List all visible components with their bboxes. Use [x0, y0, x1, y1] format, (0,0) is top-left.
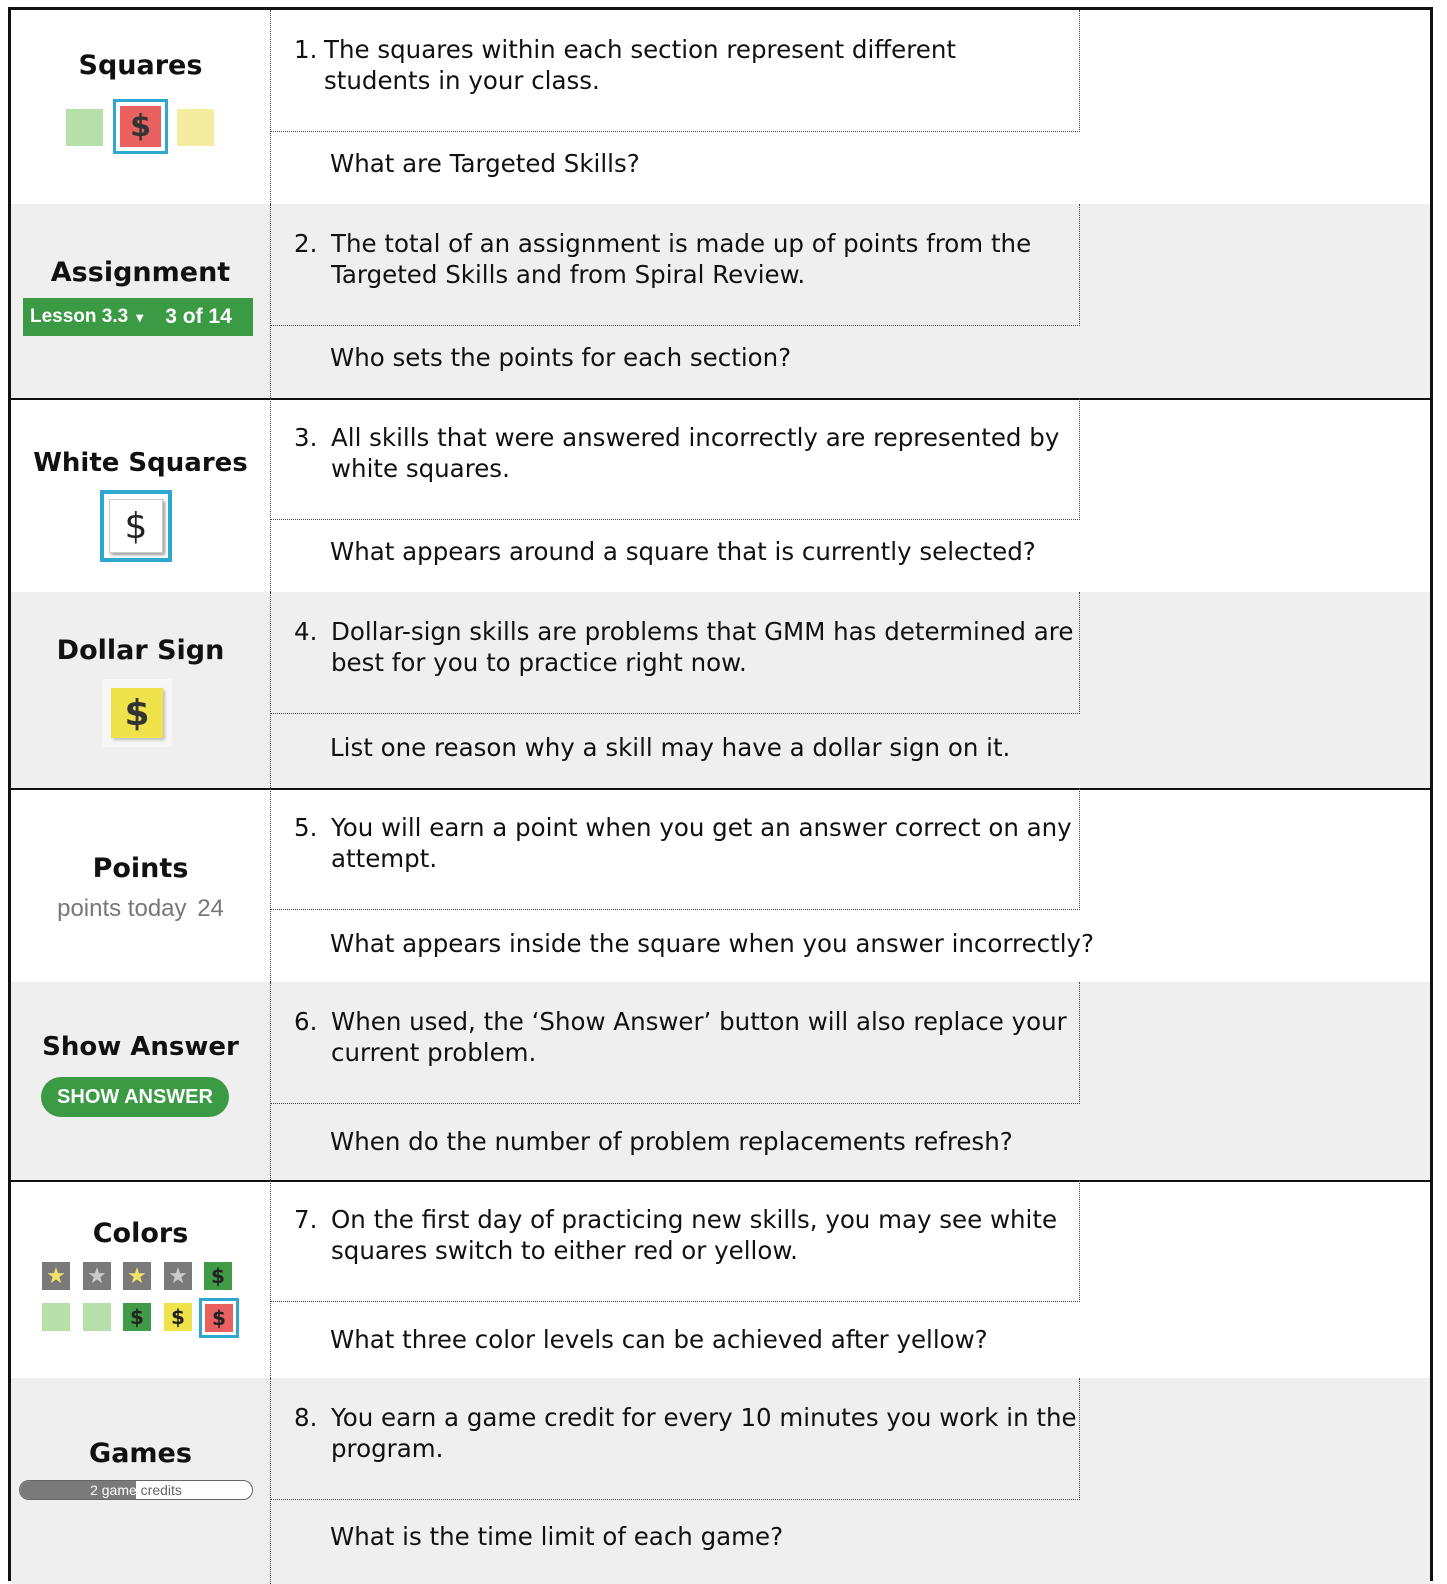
question-text: What are Targeted Skills?: [330, 149, 640, 178]
star-icon: ★: [164, 1262, 192, 1290]
statement-cell: [270, 1180, 1080, 1302]
selected-square-icon: [113, 99, 168, 154]
star-icon: ★: [83, 1262, 111, 1290]
row-label-cell: [11, 788, 271, 982]
star-icon: ★: [42, 1262, 70, 1290]
question-text: Who sets the points for each section?: [330, 343, 792, 372]
dollar-square-icon: [102, 679, 172, 747]
chevron-down-icon: ▾: [136, 308, 144, 325]
statement-number: 5.: [294, 813, 318, 842]
row-title: Points: [92, 853, 189, 884]
star-icon: ★: [123, 1262, 151, 1290]
question-text: What appears around a square that is currently selected?: [330, 537, 1036, 566]
statement-cell: [270, 788, 1080, 910]
statement-cell: [270, 10, 1080, 132]
statement-number: 1.: [294, 35, 318, 64]
statement-number: 2.: [294, 229, 318, 258]
question-text: List one reason why a skill may have a dollar sign on it.: [330, 733, 1011, 762]
statement-text: All skills that were answered incorrectly are represented by white squares.: [331, 423, 1060, 483]
row-label-cell: [11, 982, 271, 1180]
statement-cell: [270, 398, 1080, 520]
row-label-cell: [11, 1378, 271, 1584]
selected-square-icon: [100, 490, 172, 562]
statement-cell: [270, 592, 1080, 714]
row-squares: [11, 10, 1430, 206]
row-title: White Squares: [33, 448, 248, 478]
row-assignment: [11, 204, 1430, 400]
yellow-square-icon: [177, 109, 214, 146]
green-square-icon: [42, 1303, 70, 1331]
points-value: 24: [197, 895, 224, 922]
statement-text: Dollar-sign skills are problems that GMM has determined are best for you to practice right now.: [331, 617, 1074, 677]
row-label-cell: [11, 204, 271, 398]
statement-number: 7.: [294, 1205, 318, 1234]
question-text: What is the time limit of each game?: [330, 1522, 784, 1551]
statement-text: When used, the ‘Show Answer’ button will also replace your current problem.: [331, 1007, 1067, 1067]
statement-cell: [270, 982, 1080, 1104]
statement-number: 4.: [294, 617, 318, 646]
dollar-icon: $: [109, 499, 163, 553]
points-label: points today: [57, 895, 187, 922]
points-today-widget: [11, 895, 270, 923]
row-points: [11, 788, 1430, 984]
question-text: What three color levels can be achieved after yellow?: [330, 1325, 988, 1354]
question-text: When do the number of problem replacements refresh?: [330, 1127, 1013, 1156]
row-title: Squares: [78, 50, 203, 81]
row-colors: [11, 1180, 1430, 1380]
question-text: What appears inside the square when you answer incorrectly?: [330, 929, 1095, 958]
statement-cell: [270, 204, 1080, 326]
statement-number: 8.: [294, 1403, 318, 1432]
statement-text: You will earn a point when you get an answer correct on any attempt.: [331, 813, 1072, 873]
statement-text: You earn a game credit for every 10 minutes you work in the program.: [331, 1403, 1077, 1463]
row-white-squares: [11, 398, 1430, 594]
dollar-icon: $: [204, 1262, 232, 1290]
statement-cell: [270, 1378, 1080, 1500]
row-dollar-sign: [11, 592, 1430, 790]
statement-text: On the first day of practicing new skills, you may see white squares switch to either red or yellow.: [331, 1205, 1058, 1265]
worksheet-table: [8, 7, 1433, 1581]
row-title: Games: [89, 1438, 192, 1469]
row-title: Colors: [92, 1218, 189, 1249]
row-games: [11, 1378, 1430, 1584]
lesson-progress: 3 of 14: [165, 305, 232, 328]
credits-unit: credits: [140, 1482, 182, 1498]
dollar-icon: $: [205, 1304, 233, 1332]
row-label-cell: [11, 398, 271, 592]
dollar-icon: $: [120, 106, 161, 147]
row-label-cell: [11, 592, 271, 788]
selected-square-icon: [199, 1298, 239, 1338]
row-label-cell: [11, 10, 271, 204]
green-square-icon: [83, 1303, 111, 1331]
dollar-icon: $: [123, 1303, 151, 1331]
row-title: Assignment: [50, 257, 231, 288]
game-credits-bar: [19, 1480, 253, 1500]
statement-text: The squares within each section represent different students in your class.: [324, 35, 956, 95]
row-title: Dollar Sign: [56, 635, 225, 666]
lesson-selector[interactable]: [23, 298, 253, 336]
row-label-cell: [11, 1180, 271, 1378]
row-show-answer: [11, 982, 1430, 1182]
credits-count: 2 game: [90, 1482, 137, 1498]
green-square-icon: [66, 109, 103, 146]
credits-label: [20, 1481, 252, 1499]
statement-text: The total of an assignment is made up of points from the Targeted Skills and from Spiral Review.: [331, 229, 1032, 289]
show-answer-button[interactable]: SHOW ANSWER: [41, 1077, 229, 1117]
lesson-label: Lesson 3.3: [30, 306, 129, 327]
dollar-icon: $: [111, 688, 163, 738]
statement-number: 3.: [294, 423, 318, 452]
statement-number: 6.: [294, 1007, 318, 1036]
row-title: Show Answer: [42, 1032, 239, 1062]
dollar-icon: $: [164, 1303, 192, 1331]
